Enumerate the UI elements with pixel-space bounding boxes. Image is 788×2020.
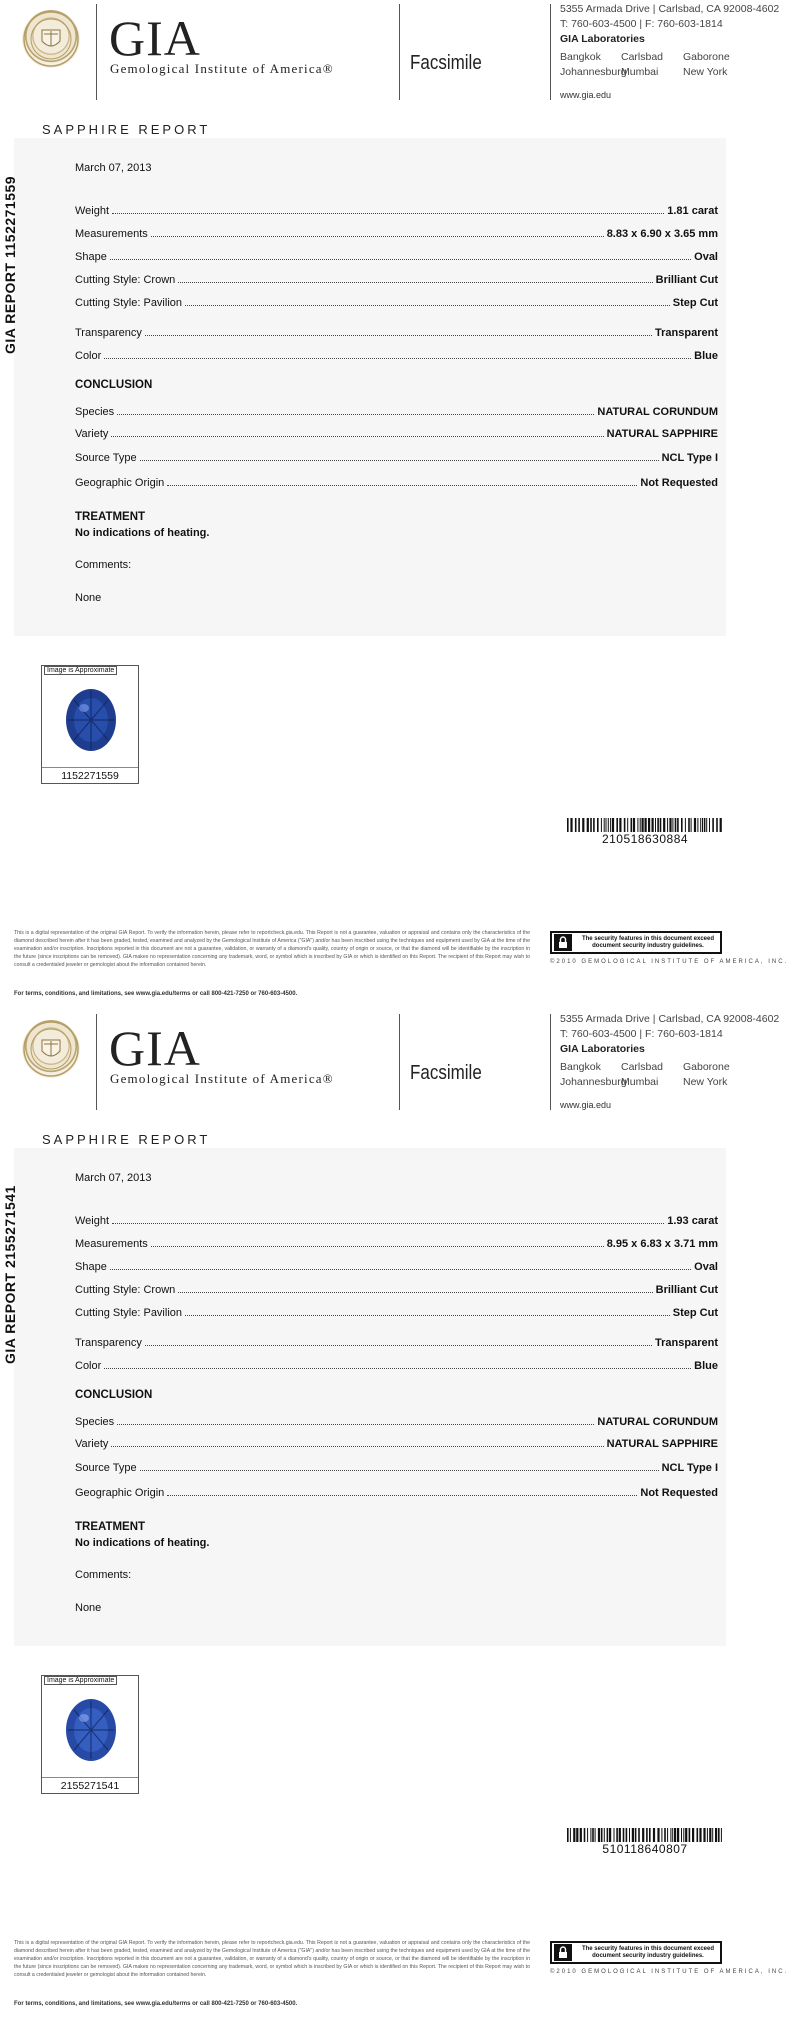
barcode-bar (584, 1828, 586, 1842)
sapphire-image (64, 686, 118, 754)
barcode-bar (627, 818, 628, 832)
field-label: Cutting Style: Pavilion (75, 297, 182, 309)
barcode-bar (616, 818, 618, 832)
comments-text: None (75, 1602, 102, 1614)
barcode-bar (645, 818, 647, 832)
facsimile-label: Facsimile (410, 52, 482, 74)
field-weight (75, 202, 718, 217)
field-value: 1.81 carat (667, 205, 718, 217)
barcode-bar (601, 1828, 603, 1842)
barcode-bar (614, 1828, 615, 1842)
barcode-bar (674, 1828, 676, 1842)
gia-seal-logo (22, 1020, 80, 1078)
field-label: Weight (75, 1215, 110, 1227)
barcode-bar (707, 1828, 708, 1842)
field-value: Oval (694, 251, 718, 263)
report-date: March 07, 2013 (75, 162, 152, 174)
header-divider (550, 1014, 551, 1110)
treatment-text: No indications of heating. (75, 1537, 210, 1549)
city: Johannesburg (560, 66, 627, 78)
field-label: Color (75, 350, 102, 362)
city: Bangkok (560, 1061, 601, 1073)
field-label: Weight (75, 205, 110, 217)
barcode-bar (626, 1828, 628, 1842)
header-divider (550, 4, 551, 100)
city: New York (683, 66, 728, 78)
lock-icon (554, 1944, 572, 1961)
barcode-bar (576, 1828, 578, 1842)
barcode-bar (590, 818, 592, 832)
institute-name: Gemological Institute of America® (110, 1071, 334, 1086)
barcode-bar (677, 1828, 679, 1842)
website: www.gia.edu (560, 1100, 612, 1110)
field-pavilion (75, 1304, 718, 1319)
institute-name: Gemological Institute of America® (110, 61, 334, 76)
barcode-bar (672, 818, 673, 832)
city: Carlsbad (621, 51, 664, 63)
barcode-bar (608, 818, 609, 832)
report-number-side: GIA REPORT 2155271541 (2, 1185, 18, 1364)
field-variety (75, 425, 718, 440)
phone-line: T: 760-603-4500 | F: 760-603-1814 (560, 18, 723, 30)
field-label: Source Type (75, 452, 137, 464)
field-value: Not Requested (640, 477, 718, 489)
phone-line: T: 760-603-4500 | F: 760-603-1814 (560, 1028, 723, 1040)
leader-dots (167, 485, 637, 486)
report-number-side: GIA REPORT 1152271559 (2, 175, 18, 354)
field-source-type (75, 449, 718, 464)
leader-dots (178, 282, 652, 283)
barcode-bar (604, 818, 605, 832)
barcode-bar (590, 1828, 591, 1842)
barcode-bar (624, 818, 626, 832)
leader-dots (151, 236, 604, 237)
barcode-bar (716, 818, 718, 832)
leader-dots (178, 1292, 652, 1293)
treatment-text: No indications of heating. (75, 527, 210, 539)
report-page-2 (0, 1010, 788, 2020)
leader-dots (140, 460, 659, 461)
barcode-bar (587, 818, 589, 832)
conclusion-heading: CONCLUSION (75, 1389, 153, 1401)
field-origin (75, 1484, 718, 1499)
barcode-bar (697, 818, 698, 832)
field-species (75, 1413, 718, 1428)
barcode-bar (580, 1828, 582, 1842)
field-value: NATURAL CORUNDUM (597, 1416, 718, 1428)
barcode-bar (689, 1828, 691, 1842)
barcode-bar (619, 1828, 621, 1842)
barcode-bar (715, 1828, 717, 1842)
field-label: Transparency (75, 327, 142, 339)
field-label: Measurements (75, 228, 148, 240)
gem-image-box (41, 1675, 139, 1794)
field-value: Transparent (655, 1337, 718, 1349)
barcode-bar (567, 1828, 569, 1842)
barcode-bar (655, 818, 656, 832)
field-origin (75, 474, 718, 489)
copyright: ©2010 GEMOLOGICAL INSTITUTE OF AMERICA, INC. (550, 959, 788, 965)
field-crown (75, 1281, 718, 1296)
barcode-bar (632, 1828, 634, 1842)
leader-dots (111, 436, 603, 437)
image-report-number: 1152271559 (42, 767, 138, 782)
barcode-bar (638, 1828, 640, 1842)
field-label: Species (75, 406, 115, 418)
barcode-bar (669, 818, 671, 832)
field-crown (75, 271, 718, 286)
leader-dots (117, 1424, 594, 1425)
field-label: Cutting Style: Crown (75, 1284, 176, 1296)
barcode-bar (688, 818, 690, 832)
barcode-bar (616, 1828, 618, 1842)
field-value: NATURAL SAPPHIRE (606, 1438, 718, 1450)
barcode-bar (593, 818, 595, 832)
field-label: Geographic Origin (75, 1487, 165, 1499)
barcode-bar (664, 1828, 666, 1842)
leader-dots (167, 1495, 637, 1496)
gia-seal-logo (22, 10, 80, 68)
city: Johannesburg (560, 1076, 627, 1088)
barcode-bar (595, 1828, 596, 1842)
field-value: 1.93 carat (667, 1215, 718, 1227)
field-label: Geographic Origin (75, 477, 165, 489)
leader-dots (110, 259, 691, 260)
field-label: Source Type (75, 1462, 137, 1474)
leader-dots (110, 1269, 691, 1270)
barcode-bar (718, 1828, 720, 1842)
leader-dots (185, 1315, 670, 1316)
gia-logo-text: GIA (109, 10, 201, 66)
field-value: Blue (694, 350, 718, 362)
header-divider (399, 1014, 400, 1110)
security-text: The security features in this document exceed document security industry guidelines. (581, 1946, 715, 1959)
city: Bangkok (560, 51, 601, 63)
gem-image-box (41, 665, 139, 784)
leader-dots (104, 358, 691, 359)
barcode-bar (652, 818, 654, 832)
barcode-bar (567, 818, 569, 832)
field-label: Transparency (75, 1337, 142, 1349)
field-measurements (75, 225, 718, 240)
report-title: SAPPHIRE REPORT (42, 122, 211, 137)
barcode-bar (677, 818, 679, 832)
image-caption: Image is Approximate (44, 1676, 117, 1685)
terms-link[interactable]: For terms, conditions, and limitations, see www.gia.edu/terms or call 800-421-7250 or 760-603-4500. (14, 2001, 298, 2007)
conclusion-heading: CONCLUSION (75, 379, 153, 391)
labs-title: GIA Laboratories (560, 1043, 645, 1055)
city: New York (683, 1076, 728, 1088)
city: Mumbai (621, 66, 659, 78)
leader-dots (145, 335, 652, 336)
lab-address (560, 1012, 779, 1057)
city: Gaborone (683, 51, 730, 63)
barcode-bar (575, 818, 577, 832)
barcode-bar (573, 1828, 575, 1842)
field-value: 8.83 x 6.90 x 3.65 mm (606, 228, 718, 240)
field-label: Variety (75, 428, 109, 440)
barcode-bar (703, 1828, 705, 1842)
leader-dots (117, 414, 594, 415)
barcode-bar (700, 818, 701, 832)
barcode-bar (633, 818, 635, 832)
barcode-bar (648, 818, 650, 832)
barcode-bar (592, 1828, 594, 1842)
barcode-bar (631, 818, 633, 832)
field-value: Not Requested (640, 1487, 718, 1499)
barcode-bar (587, 1828, 588, 1842)
field-shape (75, 1258, 718, 1273)
field-value: Transparent (655, 327, 718, 339)
leader-dots (111, 1446, 603, 1447)
barcode-bar (661, 1828, 662, 1842)
barcode-bar (697, 1828, 699, 1842)
barcode-bar (670, 1828, 671, 1842)
field-value: 8.95 x 6.83 x 3.71 mm (606, 1238, 718, 1250)
barcode-bar (685, 1828, 687, 1842)
field-transparency (75, 1334, 718, 1349)
field-value: Blue (694, 1360, 718, 1372)
barcode-bar (706, 818, 707, 832)
barcode-bar (709, 1828, 711, 1842)
leader-dots (185, 305, 670, 306)
sapphire-image (64, 1696, 118, 1764)
barcode-bar (629, 1828, 630, 1842)
comments-text: None (75, 592, 102, 604)
barcode-bar (606, 818, 607, 832)
barcode-bar (578, 818, 580, 832)
field-label: Variety (75, 1438, 109, 1450)
barcode-bar (667, 1828, 668, 1842)
barcode-bar (683, 1828, 684, 1842)
barcode-bar (597, 818, 599, 832)
leader-dots (104, 1368, 691, 1369)
barcode-bar (610, 818, 611, 832)
field-measurements (75, 1235, 718, 1250)
barcode-bar (702, 818, 703, 832)
treatment-heading: TREATMENT (75, 511, 146, 523)
barcode-bar (623, 1828, 625, 1842)
barcode-bar (720, 818, 722, 832)
header-divider (399, 4, 400, 100)
barcode-bar (619, 818, 621, 832)
field-value: NATURAL CORUNDUM (597, 406, 718, 418)
barcode-bar (635, 1828, 637, 1842)
image-caption: Image is Approximate (44, 666, 117, 675)
barcode-bar (609, 1828, 611, 1842)
barcode-bar (675, 818, 677, 832)
barcode-bar (712, 818, 714, 832)
barcode-bar (570, 1828, 571, 1842)
field-value: Brilliant Cut (655, 274, 718, 286)
barcode-bar (642, 818, 644, 832)
header-divider (96, 4, 97, 100)
barcode-bar (601, 818, 602, 832)
barcode-bar (663, 818, 665, 832)
field-label: Species (75, 1416, 115, 1428)
barcode-bar (607, 1828, 609, 1842)
leader-dots (145, 1345, 652, 1346)
website: www.gia.edu (560, 90, 612, 100)
barcode-bar (582, 818, 584, 832)
barcode-bar (681, 818, 683, 832)
labs-title: GIA Laboratories (560, 33, 645, 45)
city: Gaborone (683, 1061, 730, 1073)
barcode-bar (657, 818, 659, 832)
address-line: 5355 Armada Drive | Carlsbad, CA 92008-4602 (560, 1013, 780, 1025)
field-value: NATURAL SAPPHIRE (606, 428, 718, 440)
field-pavilion (75, 294, 718, 309)
barcode-bar (660, 818, 662, 832)
comments-label: Comments: (75, 559, 132, 571)
barcode-bar (694, 818, 696, 832)
field-value: NCL Type I (661, 452, 718, 464)
field-value: Step Cut (672, 1307, 718, 1319)
field-label: Shape (75, 251, 107, 263)
leader-dots (151, 1246, 604, 1247)
security-notice (550, 931, 722, 954)
barcode-bar (709, 818, 710, 832)
field-shape (75, 248, 718, 263)
legal-disclaimer: This is a digital representation of the original GIA Report. To verify the information herein, please refer to reportcheck.gia.edu. This Report is not a guarantee, valuation or appraisal and contains only the characteristics of the diamond described herein after it has been graded, tested, examined and analyzed by the Gemological Institute of America ("GIA") and/or has been inscribed using the techniques and equipment used by GIA at the time of the examination and/or inscription. Inscriptions reported in this document are not a guarantee, validation, or warranty of a diamond's quality, country of origin or source, or that the diamond will be identifiable by the inscription in the future (since inscriptions can be removed). GIA makes no representation concerning any trademark, word, or symbol which is inscribed by GIA or which is identified on this Report. The recipient of this Report may wish to consult a credentialed jeweler or gemologist about the information contained herein. (14, 1940, 530, 1978)
leader-dots (140, 1470, 659, 1471)
city: Carlsbad (621, 1061, 664, 1073)
field-color (75, 1357, 718, 1372)
barcode-number: 510118640807 (602, 1842, 688, 1856)
barcode-bar (667, 818, 668, 832)
lock-icon (554, 934, 572, 951)
barcode-bar (681, 1828, 682, 1842)
field-label: Cutting Style: Crown (75, 274, 176, 286)
field-label: Shape (75, 1261, 107, 1273)
barcode-bar (604, 1828, 605, 1842)
barcode-bar (672, 1828, 673, 1842)
barcode-bar (570, 818, 572, 832)
report-title: SAPPHIRE REPORT (42, 1132, 211, 1147)
barcode-bar (653, 1828, 655, 1842)
barcode (567, 818, 723, 832)
barcode-bar (685, 818, 686, 832)
field-source-type (75, 1459, 718, 1474)
barcode-bar (637, 818, 638, 832)
terms-link[interactable]: For terms, conditions, and limitations, see www.gia.edu/terms or call 800-421-7250 or 760-603-4500. (14, 991, 298, 997)
copyright: ©2010 GEMOLOGICAL INSTITUTE OF AMERICA, INC. (550, 1969, 788, 1975)
field-label: Cutting Style: Pavilion (75, 1307, 182, 1319)
field-weight (75, 1212, 718, 1227)
barcode-bar (646, 1828, 648, 1842)
security-notice (550, 1941, 722, 1964)
report-date: March 07, 2013 (75, 1172, 152, 1184)
address-line: 5355 Armada Drive | Carlsbad, CA 92008-4602 (560, 3, 780, 15)
barcode (567, 1828, 723, 1842)
header-divider (96, 1014, 97, 1110)
legal-disclaimer: This is a digital representation of the original GIA Report. To verify the information herein, please refer to reportcheck.gia.edu. This Report is not a guarantee, valuation or appraisal and contains only the characteristics of the diamond described herein after it has been graded, tested, examined and analyzed by the Gemological Institute of America ("GIA") and/or has been inscribed using the techniques and equipment used by GIA at the time of the examination and/or inscription. Inscriptions reported in this document are not a guarantee, validation, or warranty of a diamond's quality, country of origin or source, or that the diamond will be identifiable by the inscription in the future (since inscriptions can be removed). GIA makes no representation concerning any trademark, word, or symbol which is inscribed by GIA or which is identified on this Report. The recipient of this Report may wish to consult a credentialed jeweler or gemologist about the information contained herein. (14, 930, 530, 968)
field-label: Measurements (75, 1238, 148, 1250)
barcode-bar (712, 1828, 713, 1842)
field-label: Color (75, 1360, 102, 1372)
barcode-bar (692, 1828, 694, 1842)
barcode-bar (699, 1828, 701, 1842)
leader-dots (112, 1223, 664, 1224)
field-species (75, 403, 718, 418)
security-text: The security features in this document exceed document security industry guidelines. (581, 936, 715, 949)
field-value: Step Cut (672, 297, 718, 309)
leader-dots (112, 213, 664, 214)
city: Mumbai (621, 1076, 659, 1088)
barcode-bar (612, 818, 614, 832)
field-value: Oval (694, 1261, 718, 1273)
barcode-bar (642, 1828, 644, 1842)
facsimile-label: Facsimile (410, 1062, 482, 1084)
field-value: Brilliant Cut (655, 1284, 718, 1296)
barcode-bar (657, 1828, 659, 1842)
field-transparency (75, 324, 718, 339)
image-report-number: 2155271541 (42, 1777, 138, 1792)
field-variety (75, 1435, 718, 1450)
barcode-bar (721, 1828, 722, 1842)
field-value: NCL Type I (661, 1462, 718, 1474)
barcode-bar (640, 818, 641, 832)
lab-address (560, 2, 779, 47)
barcode-bar (649, 1828, 651, 1842)
comments-label: Comments: (75, 1569, 132, 1581)
barcode-bar (704, 818, 706, 832)
field-color (75, 347, 718, 362)
barcode-number: 210518630884 (601, 832, 689, 846)
treatment-heading: TREATMENT (75, 1521, 146, 1533)
gia-logo-text: GIA (109, 1020, 201, 1076)
barcode-bar (598, 1828, 600, 1842)
barcode-bar (691, 818, 692, 832)
